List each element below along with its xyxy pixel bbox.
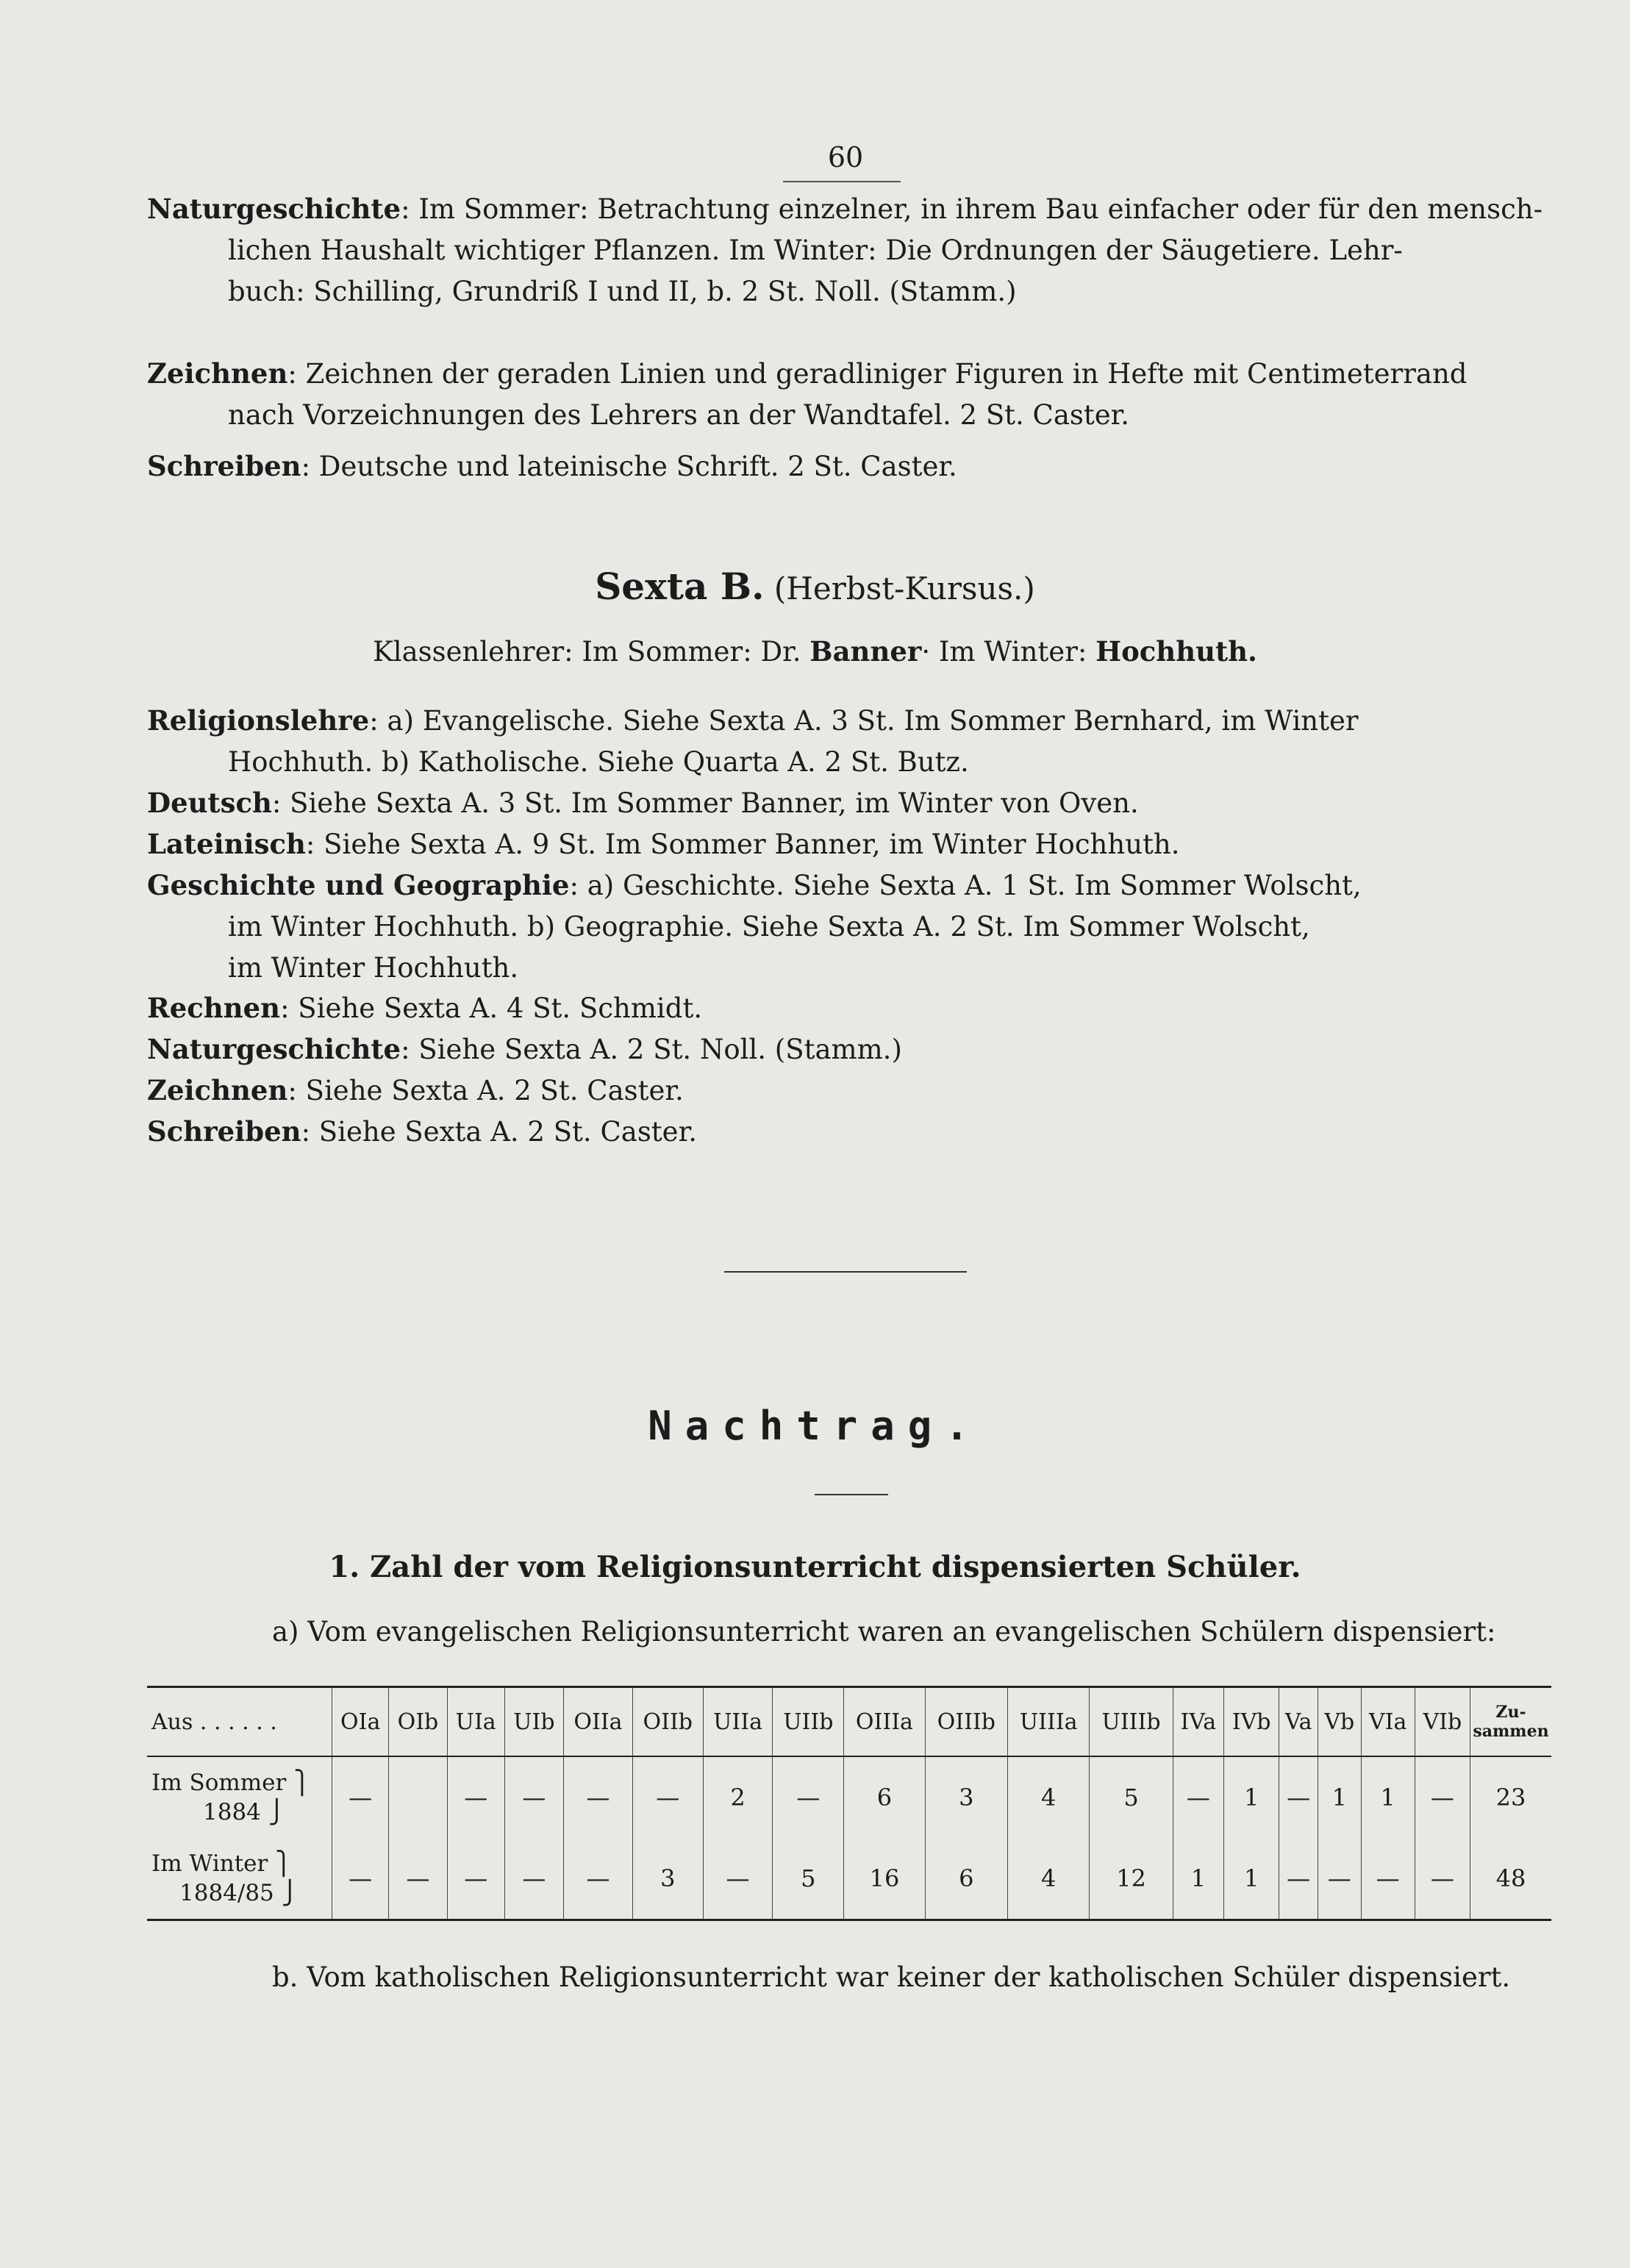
table-cell: 1 xyxy=(1224,1838,1279,1920)
table-cell: — xyxy=(1279,1838,1318,1920)
table-cell: 5 xyxy=(1090,1756,1173,1838)
table-cell-total: 48 xyxy=(1470,1838,1552,1920)
col-header: Vb xyxy=(1318,1687,1362,1757)
col-header: OIIa xyxy=(563,1687,632,1757)
table-cell: — xyxy=(504,1756,563,1838)
entry-line: Siehe Sexta A. 2 St. Caster. xyxy=(318,1116,697,1148)
row-label: Im Winter ⎫ 1884/85 ⎭ xyxy=(151,1850,299,1906)
col-header: OIIIa xyxy=(844,1687,925,1757)
entry-line: Hochhuth. b) Katholische. Siehe Quarta A. 2 St. Butz. xyxy=(228,746,969,778)
entry-lateinisch: Lateinisch: Siehe Sexta A. 9 St. Im Sommer Banner, im Winter Hochhuth. xyxy=(147,828,1180,860)
nachtrag-line-a: a) Vom evangelischen Religionsunterricht waren an evangelischen Schülern dispensiert: xyxy=(272,1616,1496,1648)
table-cell: 2 xyxy=(703,1756,773,1838)
table-header-row xyxy=(147,1687,1551,1757)
row-label-period: Im Sommer xyxy=(151,1770,287,1796)
table-cell: — xyxy=(332,1756,389,1838)
nachtrag-title: Nachtrag. xyxy=(648,1403,982,1449)
table-cell: — xyxy=(563,1756,632,1838)
table-cell: 1 xyxy=(1224,1756,1279,1838)
table-cell: 6 xyxy=(844,1756,925,1838)
entry-religionslehre: Religionslehre: a) Evangelische. Siehe Sexta A. 3 St. Im Sommer Bernhard, im Winter Hochhuth. b) Katholische. Siehe Quarta A. 2 St. Butz. xyxy=(147,700,1544,783)
table-cell: 1 xyxy=(1361,1756,1415,1838)
entry-line: a) Evangelische. Siehe Sexta A. 3 St. Im Sommer Bernhard, im Winter xyxy=(387,705,1359,737)
table-row xyxy=(147,1756,1551,1838)
section-title xyxy=(0,565,1630,608)
col-header: UIIb xyxy=(773,1687,844,1757)
table-cell: — xyxy=(504,1838,563,1920)
entry-label: Zeichnen xyxy=(147,357,288,390)
table-cell: 6 xyxy=(925,1838,1007,1920)
entry-zeichnen-b: Zeichnen: Siehe Sexta A. 2 St. Caster. xyxy=(147,1074,684,1106)
col-header: Va xyxy=(1279,1687,1318,1757)
table-cell: 1 xyxy=(1173,1838,1223,1920)
entry-geschichte-geographie: Geschichte und Geographie: a) Geschichte. Siehe Sexta A. 1 St. Im Sommer Wolscht, im Winter Hochhuth. b) Geographie. Siehe Sexta A. 2 St. Im Sommer Wolscht, im Winter Hochhuth. xyxy=(147,865,1544,989)
entry-naturgeschichte: Naturgeschichte: Im Sommer: Betrachtung einzelner, in ihrem Bau einfacher oder für den mensch- lichen Haushalt wichtiger Pflanzen. Im Winter: Die Ordnungen der Säugetiere. Lehr- buch: Schilling, Grundriß I und II, b. 2 St. Noll. (Stamm.) xyxy=(147,188,1544,312)
col-header: IVa xyxy=(1173,1687,1223,1757)
col-header: OIIIb xyxy=(925,1687,1007,1757)
table-cell: — xyxy=(563,1838,632,1920)
table-cell-total: 23 xyxy=(1470,1756,1552,1838)
table-cell: — xyxy=(1173,1756,1223,1838)
entry-line: buch: Schilling, Grundriß I und II, b. 2 St. Noll. (Stamm.) xyxy=(228,276,1017,307)
col-header: OIb xyxy=(389,1687,447,1757)
row-label: Im Sommer ⎫ 1884 ⎭ xyxy=(151,1770,311,1825)
entry-line: nach Vorzeichnungen des Lehrers an der Wandtafel. 2 St. Caster. xyxy=(228,399,1130,431)
winter-teacher: Hochhuth. xyxy=(1095,635,1257,668)
entry-schreiben-b: Schreiben: Siehe Sexta A. 2 St. Caster. xyxy=(147,1115,697,1148)
entry-line: Siehe Sexta A. 3 St. Im Sommer Banner, im Winter von Oven. xyxy=(290,787,1139,819)
entry-rechnen: Rechnen: Siehe Sexta A. 4 St. Schmidt. xyxy=(147,992,703,1024)
col-header: UIIIa xyxy=(1007,1687,1089,1757)
col-header: VIa xyxy=(1361,1687,1415,1757)
table-cell: 4 xyxy=(1007,1838,1089,1920)
table-cell: — xyxy=(1415,1756,1470,1838)
table-cell: 12 xyxy=(1090,1838,1173,1920)
table-cell: — xyxy=(632,1756,703,1838)
entry-line: im Winter Hochhuth. b) Geographie. Siehe Sexta A. 2 St. Im Sommer Wolscht, xyxy=(228,911,1310,942)
table-cell: — xyxy=(773,1756,844,1838)
entry-label: Rechnen xyxy=(147,992,281,1024)
table-cell: 4 xyxy=(1007,1756,1089,1838)
table-cell: — xyxy=(1279,1756,1318,1838)
table-cell: — xyxy=(1318,1838,1362,1920)
table-cell: — xyxy=(1361,1838,1415,1920)
section-title-main: Sexta B. xyxy=(595,565,765,608)
col-header: UIb xyxy=(504,1687,563,1757)
entry-label: Deutsch xyxy=(147,787,272,819)
col-header-total: Zu-sammen xyxy=(1470,1687,1552,1757)
row-label-period: Im Winter xyxy=(151,1850,268,1877)
nachtrag-line-b: b. Vom katholischen Religionsunterricht war keiner der katholischen Schüler dispensiert. xyxy=(272,1961,1511,1993)
divider-rule xyxy=(724,1271,967,1273)
section-subtitle: (Herbst-Kursus.) xyxy=(773,570,1035,607)
entry-line: Siehe Sexta A. 4 St. Schmidt. xyxy=(298,992,703,1024)
entry-deutsch: Deutsch: Siehe Sexta A. 3 St. Im Sommer Banner, im Winter von Oven. xyxy=(147,787,1139,819)
col-header: IVb xyxy=(1224,1687,1279,1757)
entry-line: Im Sommer: Betrachtung einzelner, in ihrem Bau einfacher oder für den mensch- xyxy=(418,193,1543,225)
table-cell: — xyxy=(389,1838,447,1920)
table-cell: 3 xyxy=(632,1838,703,1920)
entry-label: Naturgeschichte xyxy=(147,1033,401,1065)
table-cell: — xyxy=(447,1838,504,1920)
entry-zeichnen: Zeichnen: Zeichnen der geraden Linien und geradliniger Figuren in Hefte mit Centimeterrand nach Vorzeichnungen des Lehrers an der Wandtafel. 2 St. Caster. xyxy=(147,353,1544,436)
table-cell: 3 xyxy=(925,1756,1007,1838)
entry-naturgeschichte-b: Naturgeschichte: Siehe Sexta A. 2 St. Noll. (Stamm.) xyxy=(147,1033,902,1065)
col-header: OIa xyxy=(332,1687,389,1757)
entry-label: Naturgeschichte xyxy=(147,193,401,225)
dispensed-table xyxy=(147,1686,1551,1921)
entry-label: Religionslehre xyxy=(147,704,370,737)
col-header: UIa xyxy=(447,1687,504,1757)
summer-teacher: Banner xyxy=(809,635,922,668)
entry-line: Zeichnen der geraden Linien und geradliniger Figuren in Hefte mit Centimeterrand xyxy=(305,358,1468,390)
table-cell: — xyxy=(703,1838,773,1920)
table-cell: 1 xyxy=(1318,1756,1362,1838)
table-cell: 16 xyxy=(844,1838,925,1920)
entry-line: im Winter Hochhuth. xyxy=(228,952,519,984)
entry-label: Lateinisch xyxy=(147,828,306,860)
table-cell: — xyxy=(1415,1838,1470,1920)
table-cell xyxy=(389,1756,447,1838)
entry-line: lichen Haushalt wichtiger Pflanzen. Im Winter: Die Ordnungen der Säugetiere. Lehr- xyxy=(228,235,1403,266)
page-number: 60 xyxy=(827,141,864,174)
table-cell: 5 xyxy=(773,1838,844,1920)
entry-label: Schreiben xyxy=(147,450,301,482)
page-number-rule xyxy=(783,181,901,182)
row-label-year: 1884 xyxy=(203,1799,261,1825)
class-teacher-mid: Im Winter: xyxy=(938,636,1087,668)
entry-line: Siehe Sexta A. 9 St. Im Sommer Banner, im Winter Hochhuth. xyxy=(324,829,1180,860)
class-teacher-prefix: Klassenlehrer: Im Sommer: Dr. xyxy=(373,636,801,668)
entry-label: Zeichnen xyxy=(147,1074,288,1106)
entry-line: Siehe Sexta A. 2 St. Noll. (Stamm.) xyxy=(418,1034,902,1065)
class-teacher-line: Klassenlehrer: Im Sommer: Dr. Banner· Im Winter: Hochhuth. xyxy=(373,635,1257,668)
row-label-year: 1884/85 xyxy=(179,1880,274,1906)
entry-line: Siehe Sexta A. 2 St. Caster. xyxy=(305,1075,684,1106)
col-header: OIIb xyxy=(632,1687,703,1757)
entry-label: Geschichte und Geographie xyxy=(147,869,570,901)
table-cell: — xyxy=(447,1756,504,1838)
col-header: UIIIb xyxy=(1090,1687,1173,1757)
table-row xyxy=(147,1838,1551,1920)
col-header: VIb xyxy=(1415,1687,1470,1757)
col-header: UIIa xyxy=(703,1687,773,1757)
entry-schreiben: Schreiben: Deutsche und lateinische Schrift. 2 St. Caster. xyxy=(147,450,957,482)
entry-line: Deutsche und lateinische Schrift. 2 St. Caster. xyxy=(318,451,957,482)
header-aus: Aus . . . . . . xyxy=(147,1687,332,1757)
table-cell: — xyxy=(332,1838,389,1920)
entry-line: a) Geschichte. Siehe Sexta A. 1 St. Im Sommer Wolscht, xyxy=(587,870,1362,901)
entry-label: Schreiben xyxy=(147,1115,301,1148)
divider-rule-short xyxy=(815,1494,888,1495)
nachtrag-heading: 1. Zahl der vom Religionsunterricht dispensierten Schüler. xyxy=(329,1550,1301,1584)
